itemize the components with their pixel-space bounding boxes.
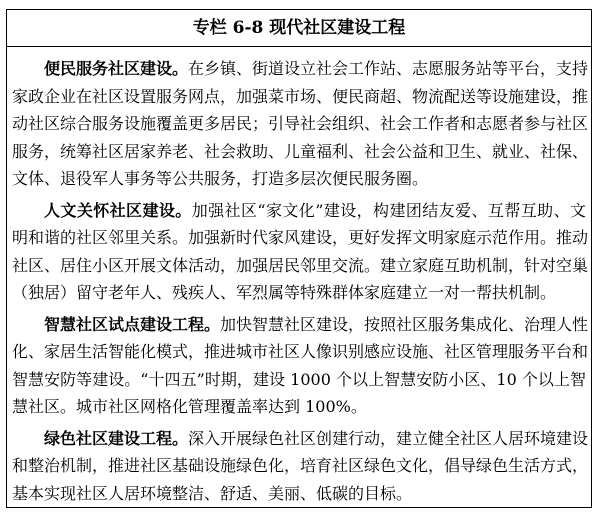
line-text: 化、家居生活智能化模式，推进城市社区人像识别感应设施、社区管理服务平台和 [12,342,589,361]
section-heading: 绿色社区建设工程。 [44,428,189,448]
text-line [12,452,589,480]
line-text: 动社区综合服务设施覆盖更多居民；引导社会组织、社会工作者和志愿者参与社区 [12,114,589,133]
box-title: 专栏 6-8 现代社区建设工程 [7,10,591,47]
line-text: （独居）留守老年人、残疾人、军烈属等特殊群体家庭建立一对一帮扶机制。 [12,283,557,302]
text-line [12,311,589,339]
section-heading: 智慧社区试点建设工程。 [44,314,221,334]
section-paragraph [12,425,589,508]
text-line [12,480,586,508]
feature-box [6,9,592,508]
line-text: 慧社区。城市社区网格化管理覆盖率达到 100%。 [12,397,367,416]
line-text: 深入开展绿色社区创建行动，建立健全社区人居环境建设 [188,428,589,448]
section-heading: 便民服务社区建设。 [44,59,189,78]
text-line [12,138,589,166]
text-line [12,197,586,225]
section-heading: 人文关怀社区建设。 [44,200,192,220]
text-line [12,83,589,111]
section-paragraph [12,55,589,193]
line-text: 家政企业在社区设置服务网点，加强菜市场、便民商超、物流配送等设施建设，推 [12,86,589,106]
box-content [7,47,591,507]
text-line [12,55,589,83]
line-text: 加快智慧社区建设，按照社区服务集成化、治理人性 [220,314,589,334]
line-text: 加强社区“家文化”建设，构建团结友爱、互帮互助、文 [191,200,586,220]
line-text: 社区、居住小区开展文体活动，加强居民邻里交流。建立家庭互助机制，针对空巢 [12,255,589,275]
text-line [12,165,586,193]
text-line [12,338,589,366]
line-text: 基本实现社区人居环境整洁、舒适、美丽、低碳的目标。 [12,483,413,503]
text-line [12,252,589,280]
line-text: 智慧安防等建设。“十四五”时期，建设 1000 个以上智慧安防小区、10 个以上智 [12,369,586,389]
text-line [12,393,586,421]
text-line [12,425,589,453]
line-text: 在乡镇、街道设立社会工作站、志愿服务站等平台，支持 [188,59,589,78]
text-line [12,110,589,138]
section-paragraph [12,197,589,307]
text-line [12,279,586,307]
line-text: 和整治机制，推进社区基础设施绿色化，培育社区绿色文化，倡导绿色生活方式， [12,456,589,475]
line-text: 明和谐的社区邻里关系。加强新时代家风建设，更好发挥文明家庭示范作用。推动 [12,228,589,247]
text-line [12,224,589,252]
section-paragraph [12,311,589,421]
text-line [12,366,586,394]
line-text: 文体、退役军人事务等公共服务，打造多层次便民服务圈。 [12,169,429,188]
line-text: 服务，统筹社区居家养老、社会救助、儿童福利、社会公益和卫生、就业、社保、 [12,141,589,161]
